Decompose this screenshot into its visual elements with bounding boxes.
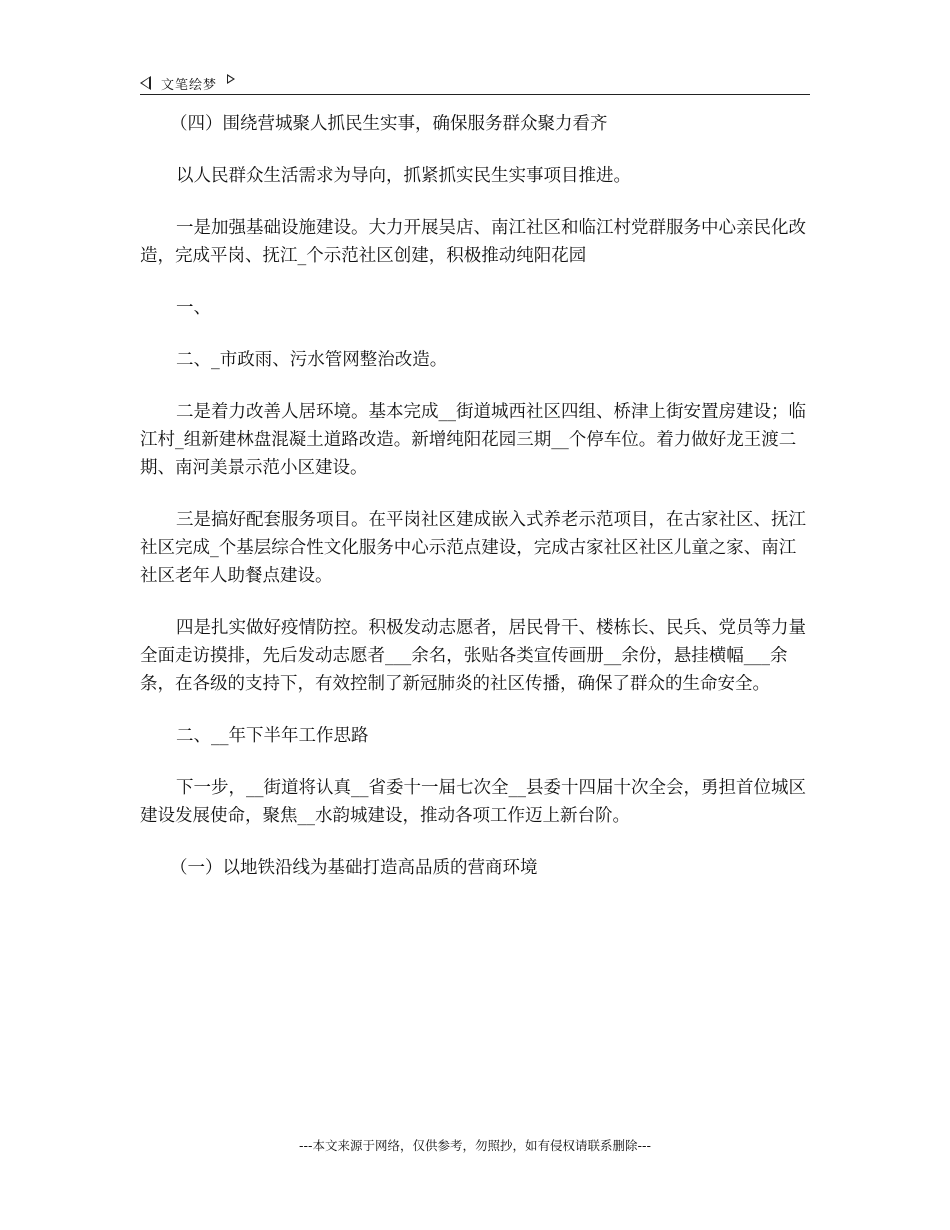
page-header [140,72,810,95]
page-footer: ---本文来源于网络，仅供参考，勿照抄，如有侵权请联系删除--- [298,1138,652,1153]
section-heading: （一）以地铁沿线为基础打造高品质的营商环境 [170,858,538,878]
paragraph: 以人民群众生活需求为导向，抓紧抓实民生实事项目推进。 [176,166,631,186]
triangle-left-icon [140,76,151,90]
paragraph: 三是搞好配套服务项目。在平岗社区建成嵌入式养老示范项目，在古家社区、抚江社区完成_个基层综合性文化服务中心示范点建设，完成古家社区社区儿童之家、南江社区老年人助餐点建设。 [140,510,806,586]
section-heading: （四）围绕营城聚人抓民生实事，确保服务群众聚力看齐 [170,114,608,134]
section-heading: 二、__年下半年工作思路 [176,726,369,746]
header-brand: 文笔绘梦 [161,77,218,93]
paragraph: 二是着力改善人居环境。基本完成__街道城西社区四组、桥津上街安置房建设；临江村_组新建林盘混凝土道路改造。新增纯阳花园三期__个停车位。着力做好龙王渡二期、南河美景示范小区建设。 [140,402,806,478]
paragraph: 一、 [176,298,211,318]
paragraph: 二、_市政雨、污水管网整治改造。 [176,350,448,370]
paragraph: 一是加强基础设施建设。大力开展吴店、南江社区和临江村党群服务中心亲民化改造，完成平岗、抚江_个示范社区创建，积极推动纯阳花园 [140,218,806,266]
triangle-right-icon [227,74,235,84]
paragraph: 四是扎实做好疫情防控。积极发动志愿者，居民骨干、楼栋长、民兵、党员等力量全面走访摸排，先后发动志愿者___余名，张贴各类宣传画册__余份，悬挂横幅___余条，在各级的支持下，有效控制了新冠肺炎的社区传播，确保了群众的生命安全。 [140,618,806,694]
document-body [140,110,810,906]
paragraph: 下一步，__街道将认真__省委十一届七次全__县委十四届十次全会，勇担首位城区建设发展使命，聚焦__水韵城建设，推动各项工作迈上新台阶。 [140,778,806,826]
